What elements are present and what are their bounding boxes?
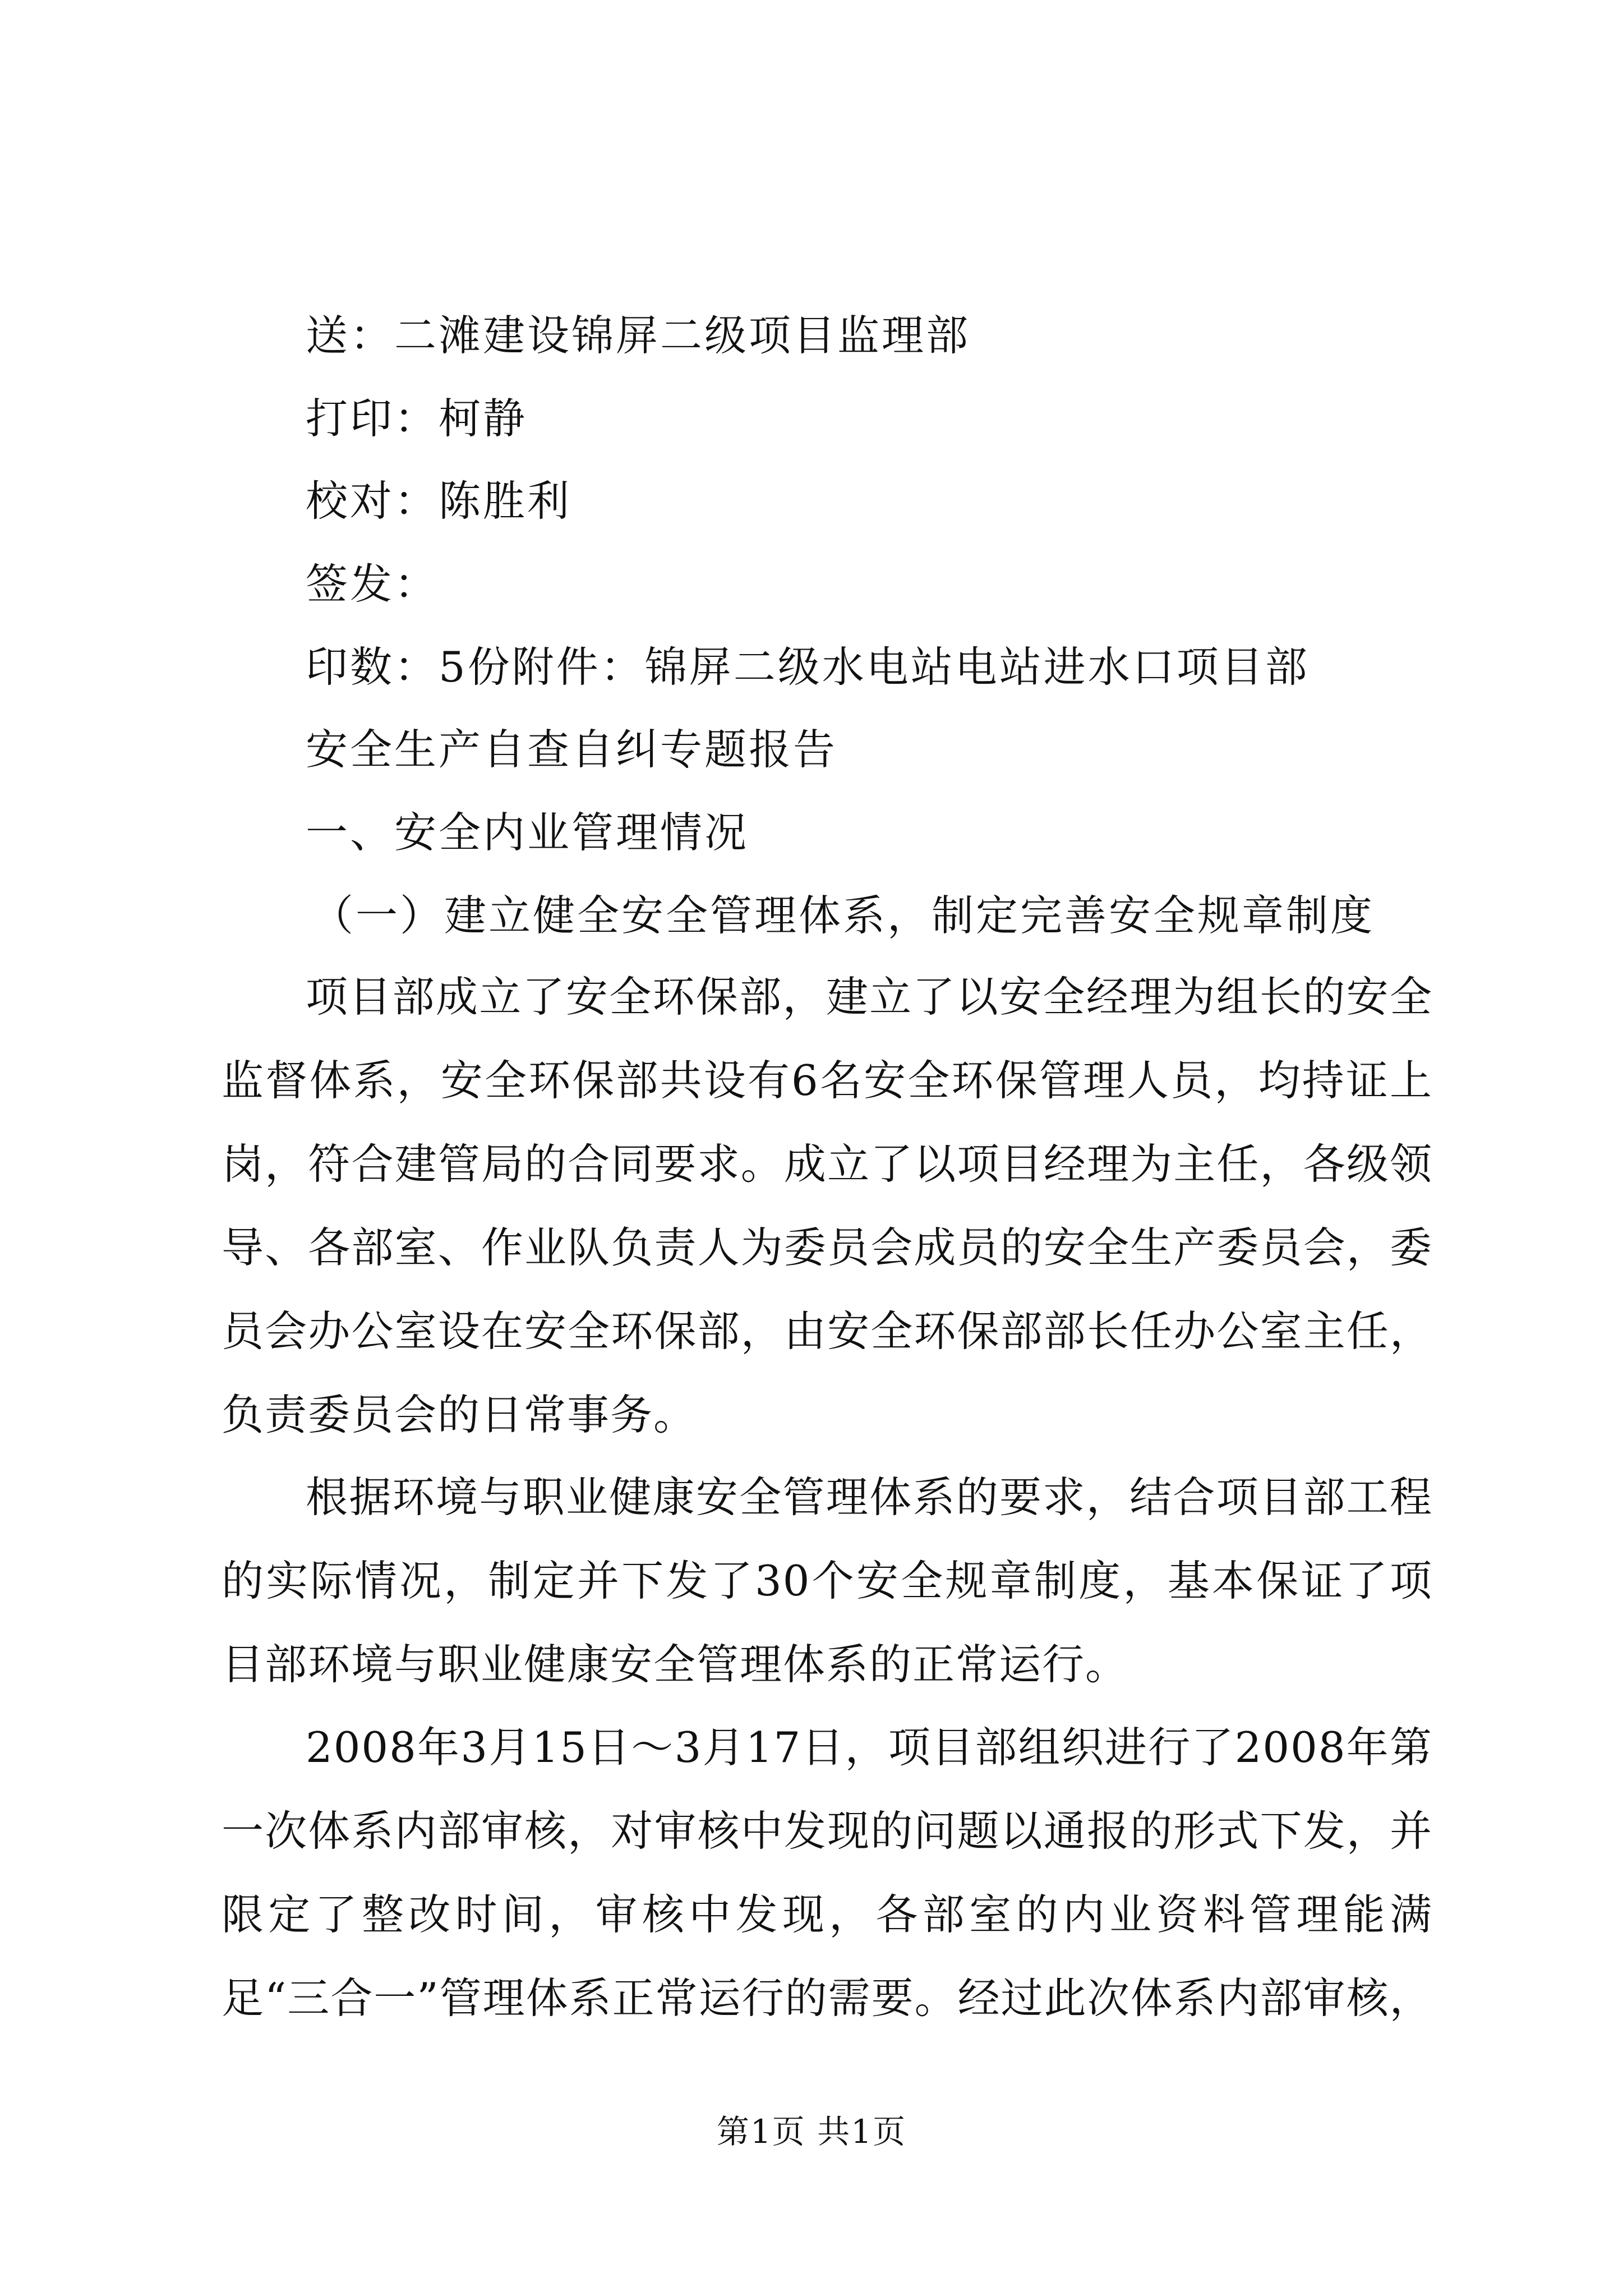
subsection-heading: （一）建立健全安全管理体系，制定完善安全规章制度 [311, 891, 1375, 940]
page-footer: 第1页 共1页 [716, 2113, 907, 2151]
copies-attachment-line: 印数：5份附件：锦屏二级水电站电站进水口项目部 [306, 642, 1310, 692]
report-title: 安全生产自查自纠专题报告 [306, 725, 838, 774]
paragraph: 项目部成立了安全环保部，建立了以安全经理为组长的安全监督体系，安全环保部共设有6名安全环保管理人员，均持证上岗，符合建管局的合同要求。成立了以项目经理为主任，各级领导、各部室、作业队负责人为委员会成员的安全生产委员会，委员会办公室设在安全环保部，由安全环保部部长任办公室主任，负责委员会的日常事务。 [222, 972, 1433, 1439]
printed-by-line: 打印：柯静 [306, 394, 528, 443]
paragraph: 根据环境与职业健康安全管理体系的要求，结合项目部工程的实际情况，制定并下发了30个安全规章制度，基本保证了项目部环境与职业健康安全管理体系的正常运行。 [222, 1473, 1433, 1689]
section-heading: 一、安全内业管理情况 [306, 808, 749, 857]
proofread-by-line: 校对：陈胜利 [306, 476, 572, 526]
send-to-line: 送：二滩建设锦屏二级项目监理部 [306, 311, 971, 360]
issued-by-line: 签发： [306, 559, 439, 609]
paragraph: 2008年3月15日～3月17日，项目部组织进行了2008年第一次体系内部审核，对审核中发现的问题以通报的形式下发，并限定了整改时间，审核中发现，各部室的内业资料管理能满足“三合一”管理体系正常运行的需要。经过此次体系内部审核， [222, 1723, 1433, 2023]
